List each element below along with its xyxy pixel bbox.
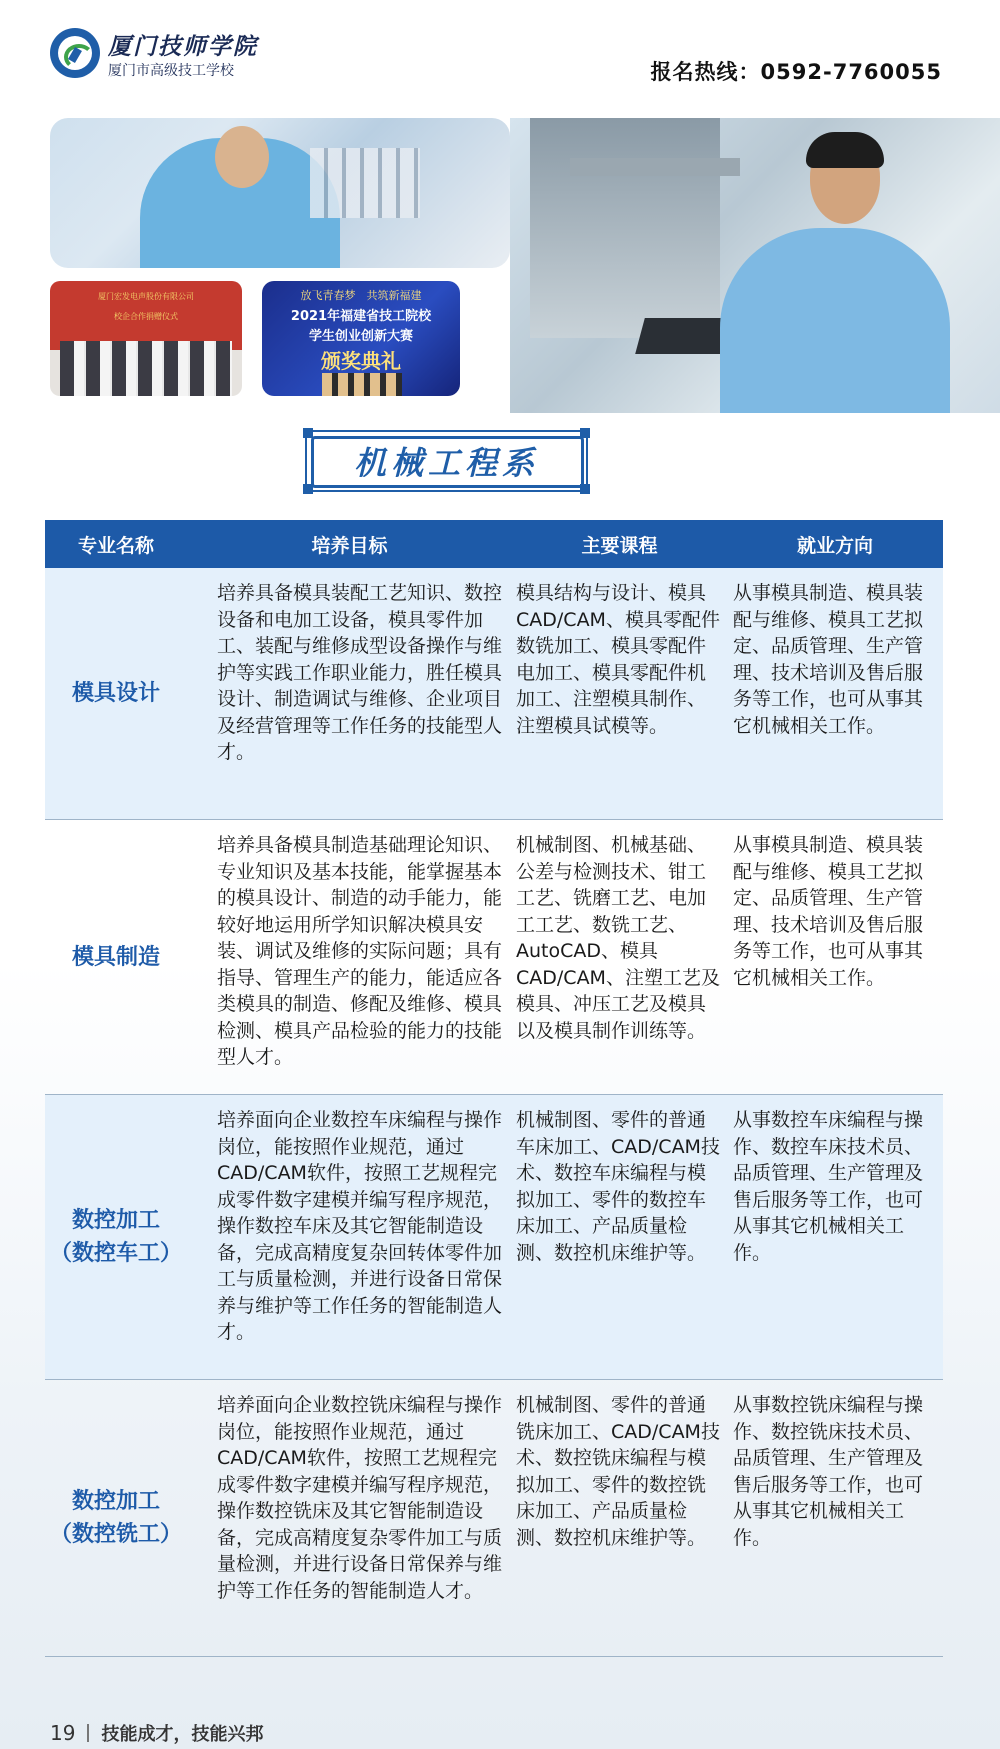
major-name bbox=[45, 1380, 187, 1656]
page-footer bbox=[50, 1720, 263, 1746]
table-row bbox=[45, 1380, 943, 1657]
page-header bbox=[0, 0, 1000, 110]
career-direction: 从事数控车床编程与操作、数控车床技术员、品质管理、生产管理及售后服务等工作，也可从事其它机械相关工作。 bbox=[733, 1109, 924, 1264]
school-name: 厦门技师学院 bbox=[108, 33, 258, 60]
major-name bbox=[45, 820, 187, 1094]
photo-caption: 颁奖典礼 bbox=[321, 349, 401, 373]
major-name-text: （数控铣工） bbox=[49, 1522, 182, 1547]
training-goal: 培养具备模具制造基础理论知识、专业知识及基本技能，能掌握基本的模具设计、制造的动手能力，能较好地运用所学知识解决模具安装、调试及维修的实际问题；具有指导、管理生产的能力，能适应各类模具的制造、修配及维修、模具检测、模具产品检验的能力的技能型人才。 bbox=[217, 834, 503, 1068]
major-name bbox=[45, 1095, 187, 1379]
column-header: 培养目标 bbox=[311, 534, 388, 557]
main-courses: 机械制图、机械基础、公差与检测技术、钳工工艺、铣磨工艺、电加工工艺、数铣工艺、AutoCAD、模具CAD/CAM、注塑工艺及模具、冲压工艺及模具以及模具制作训练等。 bbox=[516, 834, 720, 1042]
table-row bbox=[45, 820, 943, 1095]
major-name-text: 模具设计 bbox=[71, 681, 160, 706]
photo-caption: 放飞青春梦 共筑新福建 bbox=[300, 289, 422, 302]
career-direction: 从事模具制造、模具装配与维修、模具工艺拟定、品质管理、生产管理、技术培训及售后服务等工作，也可从事其它机械相关工作。 bbox=[733, 582, 924, 737]
training-goal: 培养面向企业数控铣床编程与操作岗位，能按照作业规范，通过CAD/CAM软件，按照工艺规程完成零件数字建模并编写程序规范，操作数控铣床及其它智能制造设备，完成高精度复杂零件加工与质量检测，并进行设备日常保养与维护等工作任务的智能制造人才。 bbox=[217, 1394, 503, 1602]
major-name bbox=[45, 568, 187, 819]
main-courses: 机械制图、零件的普通车床加工、CAD/CAM技术、数控车床编程与模拟加工、零件的数控车床加工、产品质量检测、数控机床维护等。 bbox=[516, 1109, 720, 1264]
photo-caption: 2021年福建省技工院校 bbox=[290, 309, 432, 324]
major-name-text: 数控加工 bbox=[71, 1208, 160, 1233]
school-logo bbox=[50, 28, 100, 78]
school-subtitle: 厦门市高级技工学校 bbox=[108, 63, 234, 79]
main-courses: 模具结构与设计、模具CAD/CAM、模具零配件数铣加工、模具零配件电加工、模具零配件机加工、注塑模具制作、注塑模具试模等。 bbox=[516, 582, 720, 737]
section-title: 机械工程系 bbox=[353, 444, 539, 482]
page-number: 19 bbox=[50, 1721, 76, 1745]
column-header: 专业名称 bbox=[77, 534, 154, 557]
main-courses: 机械制图、零件的普通铣床加工、CAD/CAM技术、数控铣床编程与模拟加工、零件的数控铣床加工、产品质量检测、数控机床维护等。 bbox=[516, 1394, 720, 1549]
career-direction: 从事模具制造、模具装配与维修、模具工艺拟定、品质管理、生产管理、技术培训及售后服务等工作，也可从事其它机械相关工作。 bbox=[733, 834, 924, 989]
training-goal: 培养面向企业数控车床编程与操作岗位，能按照作业规范，通过CAD/CAM软件，按照工艺规程完成零件数字建模并编写程序规范，操作数控车床及其它智能制造设备，完成高精度复杂回转体零件加工与质量检测，并进行设备日常保养与维护等工作任务的智能制造人才。 bbox=[217, 1109, 503, 1343]
photo-cooperation-ceremony bbox=[50, 281, 242, 396]
photo-caption: 厦门宏发电声股份有限公司 bbox=[98, 292, 194, 301]
table-header bbox=[45, 520, 943, 568]
section-title-frame bbox=[305, 430, 588, 492]
column-header: 主要课程 bbox=[581, 534, 658, 557]
column-header: 就业方向 bbox=[796, 534, 873, 557]
table-row bbox=[45, 568, 943, 820]
photo-students-lab bbox=[50, 118, 510, 268]
footer-slogan: 技能成才，技能兴邦 bbox=[101, 1724, 264, 1745]
major-name-text: 数控加工 bbox=[71, 1489, 160, 1514]
majors-table bbox=[45, 520, 943, 1657]
enrollment-hotline: 报名热线：0592-7760055 bbox=[650, 60, 942, 84]
photo-caption: 学生创业创新大赛 bbox=[308, 329, 413, 344]
major-name-text: （数控车工） bbox=[49, 1241, 182, 1266]
table-row bbox=[45, 1095, 943, 1380]
photo-student-machine bbox=[510, 118, 1000, 413]
photo-caption: 校企合作捐赠仪式 bbox=[114, 312, 178, 321]
divider bbox=[87, 1724, 89, 1742]
photo-banner bbox=[50, 118, 1000, 413]
training-goal: 培养具备模具装配工艺知识、数控设备和电加工设备，模具零件加工、装配与维修成型设备操作与维护等实践工作职业能力，胜任模具设计、制造调试与维修、企业项目及经营管理等工作任务的技能型人才。 bbox=[217, 582, 503, 763]
major-name-text: 模具制造 bbox=[71, 944, 160, 970]
photo-award-ceremony bbox=[262, 281, 460, 396]
career-direction: 从事数控铣床编程与操作、数控铣床技术员、品质管理、生产管理及售后服务等工作，也可从事其它机械相关工作。 bbox=[733, 1394, 924, 1549]
